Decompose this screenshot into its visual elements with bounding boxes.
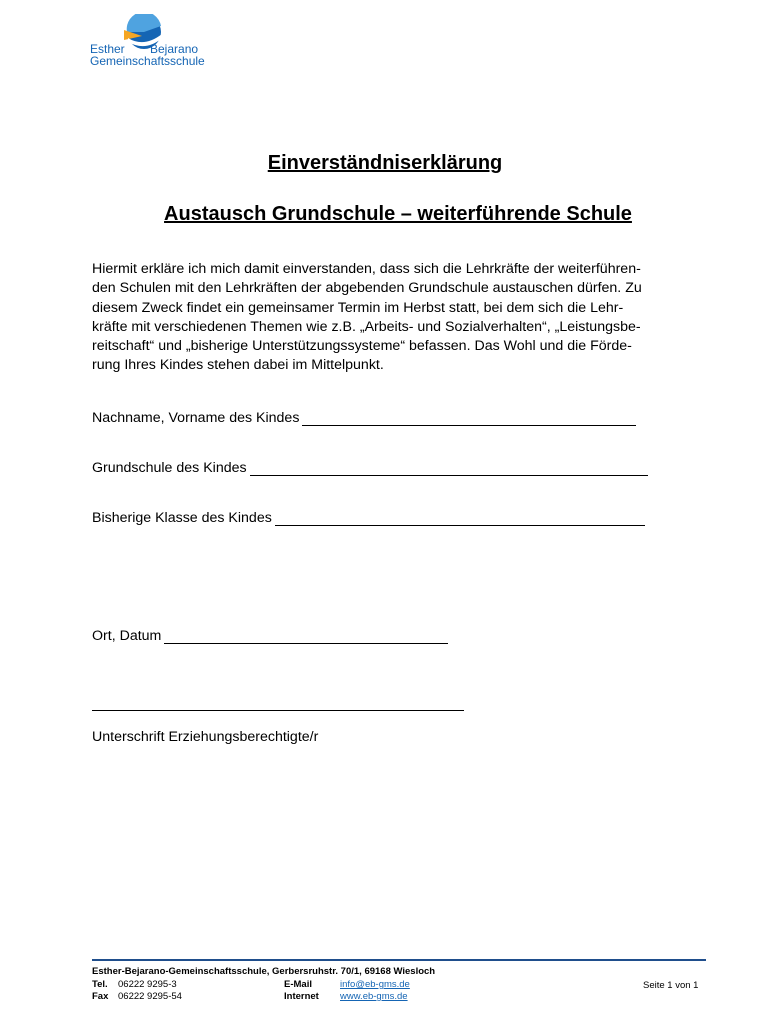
- paragraph-line: den Schulen mit den Lehrkräften der abgebenden Grundschule austauschen dürfen. Zu: [92, 280, 642, 297]
- place-date-field: [92, 628, 448, 644]
- child-name-label: Nachname, Vorname des Kindes: [92, 410, 300, 426]
- paragraph-line: diesem Zweck findet ein gemeinsamer Termin im Herbst statt, bei dem sich die Lehr-: [92, 299, 624, 316]
- page-number: Seite 1 von 1: [643, 980, 699, 991]
- document-subtitle: Austausch Grundschule – weiterführende Schule: [164, 203, 632, 225]
- place-date-input-line[interactable]: [164, 629, 448, 644]
- email-label: E-Mail: [284, 979, 312, 990]
- footer-email: [284, 979, 410, 990]
- previous-class-input-line[interactable]: [275, 511, 645, 526]
- document-title: Einverständniserklärung: [267, 152, 503, 174]
- signature-line[interactable]: [92, 710, 464, 711]
- previous-class-field: [92, 510, 645, 526]
- primary-school-label: Grundschule des Kindes: [92, 460, 247, 476]
- child-name-field: [92, 410, 636, 426]
- paragraph-line: rung Ihres Kindes stehen dabei im Mittelpunkt.: [92, 357, 384, 374]
- logo-text-bejarano: Bejarano: [150, 42, 199, 56]
- logo-text-esther: Esther: [90, 42, 125, 56]
- signature-label: Unterschrift Erziehungsberechtigte/r: [92, 729, 319, 745]
- footer-tel: [92, 979, 177, 990]
- footer-fax: [92, 991, 182, 1002]
- paragraph-line: kräfte mit verschiedenen Themen wie z.B. „Arbeits- und Sozialverhalten“, „Leistungsbe-: [92, 318, 641, 335]
- internet-label: Internet: [284, 991, 319, 1002]
- footer-internet: [284, 991, 408, 1002]
- place-date-label: Ort, Datum: [92, 628, 162, 644]
- website-link[interactable]: www.eb-gms.de: [340, 991, 408, 1002]
- tel-value: 06222 9295-3: [118, 979, 177, 990]
- footer-divider: [92, 959, 706, 961]
- primary-school-field: [92, 460, 648, 476]
- email-link[interactable]: info@eb-gms.de: [340, 979, 410, 990]
- fax-label: Fax: [92, 991, 109, 1002]
- consent-paragraph: [92, 260, 704, 376]
- paragraph-line: reitschaft“ und „bisherige Unterstützungssysteme“ befassen. Das Wohl und die Förde-: [92, 338, 632, 355]
- fax-value: 06222 9295-54: [118, 991, 182, 1002]
- tel-label: Tel.: [92, 979, 108, 990]
- school-logo: [88, 14, 228, 70]
- paragraph-line: Hiermit erkläre ich mich damit einverstanden, dass sich die Lehrkräfte der weiterführen-: [92, 261, 641, 277]
- previous-class-label: Bisherige Klasse des Kindes: [92, 510, 272, 526]
- footer-address: Esther-Bejarano-Gemeinschaftsschule, Gerbersruhstr. 70/1, 69168 Wiesloch: [92, 966, 436, 977]
- child-name-input-line[interactable]: [302, 411, 636, 426]
- primary-school-input-line[interactable]: [250, 461, 648, 476]
- logo-text-gemeinschaftsschule: Gemeinschaftsschule: [90, 54, 205, 68]
